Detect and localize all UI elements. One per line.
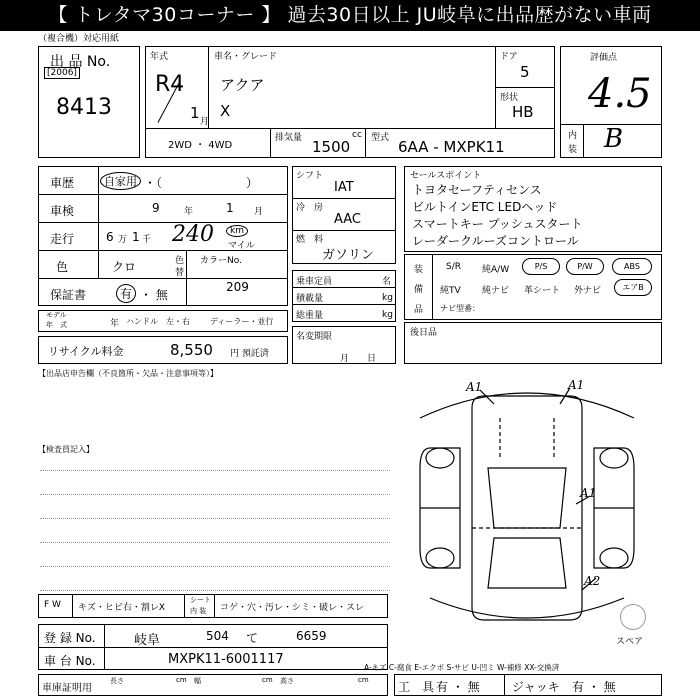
seats-label: 乗車定員: [296, 277, 333, 287]
spare-tire-icon: [620, 604, 646, 630]
load-unit: kg: [382, 293, 393, 303]
mileage-unit-km: km: [226, 225, 248, 237]
registration-class: 504: [206, 629, 229, 643]
cert-width-unit: cm: [262, 676, 273, 684]
equip-navi: 純ナビ: [482, 286, 510, 296]
year-label: 年式: [150, 52, 169, 62]
year-value: R4: [155, 72, 185, 97]
registration-label: 登 録 No.: [44, 631, 96, 645]
model-year-label-1: モデル: [46, 311, 67, 319]
equip-pw: P/W: [566, 258, 604, 275]
cert-long: 長さ: [110, 677, 124, 685]
equip-airbag: エアB: [614, 279, 652, 296]
later-items-box: [404, 322, 662, 364]
fuel-label: 燃 料: [296, 235, 324, 245]
displacement-label: 排気量: [275, 133, 303, 143]
shift-value: IAT: [334, 180, 354, 195]
drive-type: 2WD ・ 4WD: [168, 140, 233, 151]
seats-unit: 名: [382, 277, 392, 287]
inspector-label: 【検査員記入】: [38, 445, 94, 454]
selling-point-3: スマートキー プッシュスタート: [412, 217, 583, 231]
sheet-header: （複合機）対応用紙: [38, 34, 120, 44]
year-month: 1: [190, 104, 200, 122]
color-value: クロ: [112, 260, 137, 274]
banner-title: 【 トレタマ30コーナー 】 過去30日以上 JU岐阜に出品歴がない車両: [0, 0, 700, 31]
model-name: アクア: [220, 76, 265, 94]
equipment-label-2: 備: [414, 285, 424, 295]
gross-label: 総重量: [296, 311, 324, 321]
name-change-unit: 月 日: [340, 354, 377, 364]
inspection-month: 1: [226, 201, 234, 215]
ac-label: 冷 房: [296, 203, 324, 213]
model-label: 車名・グレード: [214, 52, 278, 62]
equipment-label-1: 装: [414, 265, 424, 275]
name-change-label: 名変期限: [296, 332, 333, 342]
mileage-label: 走行: [50, 232, 75, 246]
model-code-value: 6AA - MXPK11: [398, 138, 505, 156]
chassis-value: MXPK11-6001117: [168, 652, 284, 667]
tools-label: 工 具: [398, 680, 435, 694]
shape-value: HB: [512, 103, 534, 121]
score-label: 評価点: [590, 53, 618, 63]
lot-label: 出 品 No.: [50, 54, 111, 70]
color-code-label: カラーNo.: [200, 256, 242, 266]
equip-sr: S/R: [446, 262, 461, 272]
model-year-dealer: ディーラー・並行: [210, 317, 274, 326]
gross-unit: kg: [382, 310, 393, 320]
doors-label: ドア: [500, 52, 518, 62]
equip-abs: ABS: [612, 258, 652, 275]
equip-ext-navi: 外ナビ: [574, 286, 602, 296]
shift-label: シフト: [296, 171, 324, 181]
damage-mark-4: A2: [584, 574, 601, 588]
mileage-unit-mile: マイル: [228, 241, 255, 251]
recycle-label: リサイクル料金: [48, 345, 124, 358]
damage-mark-3: A1: [580, 486, 597, 500]
doors-value: 5: [520, 63, 530, 81]
color-change-label-1: 色: [175, 256, 185, 266]
shape-label: 形状: [500, 93, 519, 103]
selling-point-1: トヨタセーフティセンス: [412, 183, 542, 197]
color-label: 色: [56, 260, 69, 274]
fuel-value: ガソリン: [322, 248, 375, 263]
mileage-man-unit: 万: [118, 235, 128, 245]
fw-items: キズ・ヒビ右・割レX: [78, 603, 165, 613]
selling-point-2: ビルトインETC LEDヘッド: [412, 200, 558, 214]
mileage-man: 6: [106, 230, 114, 244]
year-month-unit: 月: [200, 117, 210, 127]
score-value: 4.5: [588, 71, 652, 117]
cert-height: 高さ: [280, 677, 294, 685]
recycle-unit: 円 預託済: [230, 349, 269, 359]
inspection-year: 9: [152, 201, 160, 215]
warranty-label: 保証書: [50, 288, 87, 302]
jack-label: ジャッキ: [512, 680, 560, 694]
displacement-value: 1500: [312, 138, 351, 156]
model-code-label: 型式: [371, 133, 390, 143]
later-items-label: 後日品: [410, 328, 438, 338]
interior-value: B: [604, 124, 624, 154]
fw-items-2: コゲ・穴・汚レ・シミ・破レ・スレ: [220, 603, 365, 613]
equip-aw: 純A/W: [482, 265, 510, 275]
mileage-sen-unit: 千: [142, 235, 152, 245]
equip-tv: 純TV: [440, 286, 461, 296]
damage-legend: A-キズ C-腐食 E-エクボ S-サビ U-凹ミ W-補修 XX-交換済: [364, 663, 560, 672]
fw-label: F W: [44, 600, 61, 610]
fw-seat-label-2: 内 装: [190, 607, 207, 615]
interior-label-1: 内: [568, 131, 578, 141]
inspection-label: 車検: [50, 204, 75, 218]
model-grade: X: [220, 102, 231, 120]
damage-mark-2: A1: [568, 378, 585, 392]
ac-value: AAC: [334, 212, 361, 227]
mileage-sen: 1: [132, 230, 140, 244]
selling-point-4: レーダークルーズコントロール: [412, 234, 579, 248]
color-code: 209: [226, 280, 249, 294]
recycle-value: 8,550: [170, 341, 213, 359]
displacement-unit: cc: [352, 130, 362, 140]
model-year-handle: ハンドル 左・右: [126, 317, 190, 326]
warranty-no: ・ 無: [140, 288, 168, 302]
equip-nav-model: ナビ型番：: [440, 304, 480, 313]
interior-label-2: 装: [568, 145, 578, 155]
cert-label: 車庫証明用: [42, 683, 92, 694]
cert-long-unit: cm: [176, 676, 187, 684]
warranty-yes: 有: [116, 284, 136, 303]
lot-stamp: [2006]: [44, 67, 80, 79]
tools-value: 有 ・ 無: [436, 680, 480, 694]
model-year-label-2: 年 式: [46, 321, 67, 329]
jack-value: 有 ・ 無: [572, 680, 616, 694]
car-damage-diagram: [400, 378, 660, 630]
color-change-label-2: 替: [175, 268, 185, 278]
damage-mark-1: A1: [466, 380, 483, 394]
inspection-month-unit: 月: [254, 207, 264, 217]
lot-number: 8413: [56, 95, 112, 120]
history-suffix: ・（ ）: [144, 176, 259, 190]
fw-seat-label-1: シート: [190, 596, 211, 604]
equip-leather: 革シート: [524, 286, 561, 296]
mileage-handwritten: 240: [172, 222, 214, 247]
cert-height-unit: cm: [358, 676, 369, 684]
chassis-label: 車 台 No.: [44, 654, 96, 668]
history-label: 車歴: [50, 176, 75, 190]
model-year-unit: 年: [110, 319, 120, 329]
notes-label: 【出品店申告欄（不良箇所・欠品・注意事項等）】: [38, 369, 218, 378]
registration-office: 岐阜: [134, 633, 161, 648]
selling-points-label: セールスポイント: [410, 171, 482, 181]
equipment-label-3: 品: [414, 305, 424, 315]
registration-number: 6659: [296, 629, 327, 643]
cert-width: 幅: [194, 677, 201, 685]
load-label: 積載量: [296, 294, 324, 304]
history-value: 自家用: [100, 172, 141, 190]
spare-label: スペア: [616, 637, 644, 647]
registration-kana: て: [246, 631, 259, 645]
equip-ps: P/S: [522, 258, 560, 275]
inspection-year-unit: 年: [184, 207, 194, 217]
